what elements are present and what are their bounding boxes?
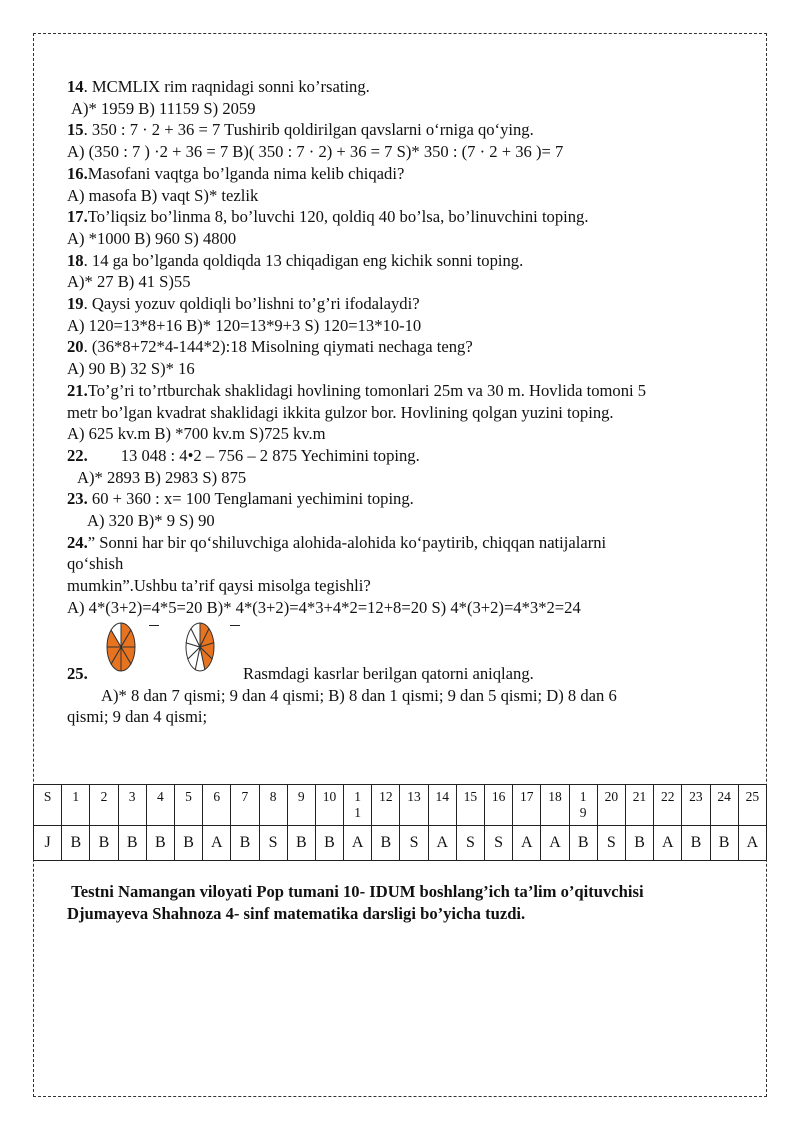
question-24-continuation: qo‘shish bbox=[67, 554, 124, 574]
answer-key-header-cell: 10 bbox=[315, 785, 343, 826]
answer-key-answer-cell: B bbox=[118, 826, 146, 861]
question-15-options: A) (350 : 7 ) ·2 + 36 = 7 B)( 350 : 7 · 2) + 36 = 7 S)* 350 : (7 · 2 + 36 )= 7 bbox=[67, 142, 564, 162]
answer-key-header-cell: 15 bbox=[456, 785, 484, 826]
question-21-continuation: metr bo’lgan kvadrat shaklidagi ikkita gulzor bor. Hovlining qolgan yuzini toping. bbox=[67, 402, 614, 422]
fraction-circle-eighths bbox=[105, 621, 137, 673]
answer-key-answer-cell: B bbox=[710, 826, 738, 861]
question-17-options: A) *1000 B) 960 S) 4800 bbox=[67, 228, 237, 248]
question-25-options: A)* 8 dan 7 qismi; 9 dan 4 qismi; B) 8 dan 1 qismi; 9 dan 5 qismi; D) 8 dan 6 bbox=[101, 685, 617, 705]
question-25-text: Rasmdagi kasrlar berilgan qatorni aniqlang. bbox=[243, 663, 534, 683]
question-25-number: 25. bbox=[67, 663, 88, 683]
answer-key-answer-cell: B bbox=[569, 826, 597, 861]
question-21-options: A) 625 kv.m B) *700 kv.m S)725 kv.m bbox=[67, 424, 326, 444]
question-21: 21.To’g’ri to’rtburchak shaklidagi hovlining tomonlari 25m va 30 m. Hovlida tomoni 5 bbox=[67, 380, 647, 400]
answer-key-header-cell: 14 bbox=[428, 785, 456, 826]
answer-key-header-row bbox=[34, 785, 767, 826]
question-14: 14. MCMLIX rim raqnidagi sonni ko’rsating. bbox=[67, 77, 370, 96]
question-20-options: A) 90 B) 32 S)* 16 bbox=[67, 359, 195, 379]
answer-key-header-cell: 21 bbox=[625, 785, 653, 826]
question-19-options: A) 120=13*8+16 B)* 120=13*9+3 S) 120=13*10-10 bbox=[67, 315, 422, 335]
question-24: 24.” Sonni har bir qo‘shiluvchiga alohida-alohida ko‘paytirib, chiqqan natijalarni bbox=[67, 532, 607, 552]
answer-key-header-cell: 2 bbox=[90, 785, 118, 826]
answer-key-answer-cell: B bbox=[146, 826, 174, 861]
question-24-continuation-2: mumkin”.Ushbu ta’rif qaysi misolga tegishli? bbox=[67, 576, 371, 596]
answer-key-header-cell: 8 bbox=[259, 785, 287, 826]
question-25-options-continuation: qismi; 9 dan 4 qismi; bbox=[67, 707, 208, 727]
answer-key-header-cell: 12 bbox=[372, 785, 400, 826]
answer-key-answer-cell: B bbox=[231, 826, 259, 861]
question-16-options: A) masofa B) vaqt S)* tezlik bbox=[67, 185, 259, 205]
answer-key-header-cell: 22 bbox=[654, 785, 682, 826]
answer-key-header-cell: 6 bbox=[203, 785, 231, 826]
answer-key-header-cell: S bbox=[34, 785, 62, 826]
answer-key-answer-cell: A bbox=[654, 826, 682, 861]
author-credit bbox=[67, 881, 747, 924]
answer-key-answer-cell: A bbox=[428, 826, 456, 861]
fraction-circle-ninths bbox=[184, 621, 216, 673]
question-23: 23. 60 + 360 : x= 100 Tenglamani yechimini toping. bbox=[67, 489, 414, 509]
answer-key-answer-cell: B bbox=[62, 826, 90, 861]
question-16: 16.Masofani vaqtga bo’lganda nima kelib chiqadi? bbox=[67, 163, 405, 183]
answer-key-answer-cell: A bbox=[738, 826, 766, 861]
answer-key-answer-cell: A bbox=[541, 826, 569, 861]
question-24-options: A) 4*(3+2)=4*5=20 B)* 4*(3+2)=4*3+4*2=12+8=20 S) 4*(3+2)=4*3*2=24 bbox=[67, 597, 581, 617]
question-25 bbox=[67, 621, 707, 685]
answer-key-header-cell: 20 bbox=[597, 785, 625, 826]
answer-key-header-cell: 1 bbox=[62, 785, 90, 826]
answer-key-answer-cell: B bbox=[90, 826, 118, 861]
answer-key-answer-cell: B bbox=[625, 826, 653, 861]
answer-key-answer-cell: S bbox=[400, 826, 428, 861]
answer-key-answers-row bbox=[34, 826, 767, 861]
answer-key-header-cell: 16 bbox=[485, 785, 513, 826]
question-18-options: A)* 27 B) 41 S)55 bbox=[67, 272, 191, 292]
question-15: 15. 350 : 7 · 2 + 36 = 7 Tushirib qoldirilgan qavslarni o‘rniga qo‘ying. bbox=[67, 120, 534, 140]
answer-key-answer-cell: A bbox=[513, 826, 541, 861]
answer-key-answer-cell: S bbox=[597, 826, 625, 861]
answer-key-header-cell: 23 bbox=[682, 785, 710, 826]
question-20: 20. (36*8+72*4-144*2):18 Misolning qiymati nechaga teng? bbox=[67, 337, 473, 357]
fraction-bar-2 bbox=[230, 625, 240, 627]
answer-key-answer-cell: B bbox=[287, 826, 315, 861]
answer-key-answer-cell: S bbox=[456, 826, 484, 861]
questions-section bbox=[67, 76, 707, 728]
answer-key-answer-cell: B bbox=[315, 826, 343, 861]
answer-key-answer-cell: B bbox=[372, 826, 400, 861]
answer-key-header-cell: 5 bbox=[174, 785, 202, 826]
fraction-bar-1 bbox=[149, 625, 159, 627]
answer-key-answer-cell: B bbox=[682, 826, 710, 861]
answer-key-header-cell: 3 bbox=[118, 785, 146, 826]
answer-key-answer-cell: J bbox=[34, 826, 62, 861]
answer-key-header-cell: 13 bbox=[400, 785, 428, 826]
question-18: 18. 14 ga bo’lganda qoldiqda 13 chiqadigan eng kichik sonni toping. bbox=[67, 250, 524, 270]
answer-key-header-cell: 9 bbox=[287, 785, 315, 826]
question-14-options: A)* 1959 B) 11159 S) 2059 bbox=[71, 98, 256, 118]
answer-key-header-cell: 25 bbox=[738, 785, 766, 826]
answer-key-header-cell: 1 1 bbox=[344, 785, 372, 826]
question-23-options: A) 320 B)* 9 S) 90 bbox=[87, 511, 215, 531]
answer-key-header-cell: 24 bbox=[710, 785, 738, 826]
answer-key-answer-cell: S bbox=[259, 826, 287, 861]
answer-key-answer-cell: S bbox=[485, 826, 513, 861]
question-19: 19. Qaysi yozuv qoldiqli bo’lishni to’g’ri ifodalaydi? bbox=[67, 294, 420, 314]
answer-key-answer-cell: A bbox=[344, 826, 372, 861]
answer-key-answer-cell: B bbox=[174, 826, 202, 861]
answer-key-header-cell: 1 9 bbox=[569, 785, 597, 826]
author-credit-line-1: Testni Namangan viloyati Pop tumani 10- IDUM boshlang’ich ta’lim o’qituvchisi bbox=[71, 882, 644, 901]
answer-key-header-cell: 7 bbox=[231, 785, 259, 826]
answer-key-header-cell: 18 bbox=[541, 785, 569, 826]
answer-key-answer-cell: A bbox=[203, 826, 231, 861]
answer-key-header-cell: 17 bbox=[513, 785, 541, 826]
answer-key-header-cell: 4 bbox=[146, 785, 174, 826]
author-credit-line-2: Djumayeva Shahnoza 4- sinf matematika darsligi bo’yicha tuzdi. bbox=[67, 903, 526, 923]
question-17: 17.To’liqsiz bo’linma 8, bo’luvchi 120, qoldiq 40 bo’lsa, bo’linuvchini toping. bbox=[67, 207, 589, 227]
question-22: 22. 13 048 : 4•2 – 756 – 2 875 Yechimini toping. bbox=[67, 445, 420, 465]
answer-key-table bbox=[33, 784, 767, 861]
question-22-options: A)* 2893 B) 2983 S) 875 bbox=[77, 467, 247, 487]
